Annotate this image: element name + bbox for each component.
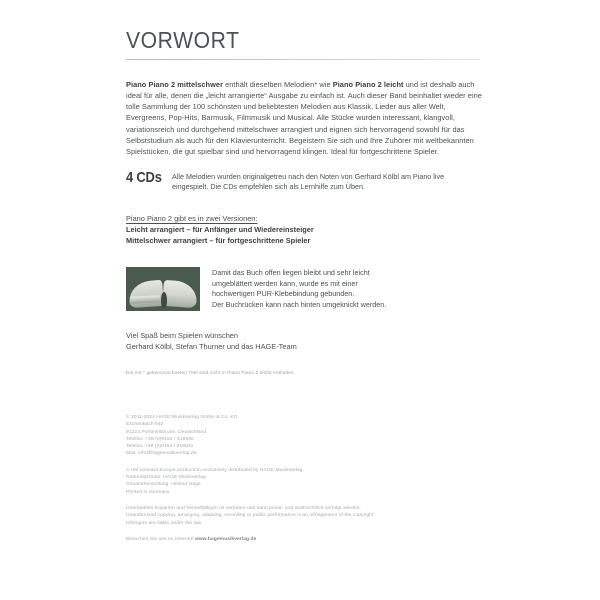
version-item-leicht: Leicht arrangiert – für Anfänger und Wiedereinsteiger <box>126 224 314 234</box>
binding-line-2: umgeblättert werden kann, wurde es mit einer <box>212 278 358 288</box>
footer-production-line-4: Printed in Germany <box>126 489 170 495</box>
footer-legal-line-2: Unauthorized copying, arranging, adapting, recording or public performance is an infringement of the copyright <box>126 513 374 519</box>
footnote: Die mit * gekennzeichneten Titel sind nicht in Piano Piano 2 leicht enthalten. <box>126 370 296 376</box>
signoff-line-2: Gerhard Kölbl, Stefan Thurner und das HAGE-Team <box>126 342 297 352</box>
binding-line-4: Der Buchrücken kann nach hinten umgeknickt werden. <box>212 300 387 309</box>
footer-production-line-2: Notensatz/Satz: HAGE Musikverlag <box>126 475 206 481</box>
cd-description: Alle Melodien wurden originalgetreu nach den Noten von Gerhard Kölbl am Piano live eingespielt. Die CDs empfehlen sich als Lernhilfe zum Üben. <box>172 171 445 192</box>
signoff-line-1: Viel Spaß beim Spielen wünschen <box>126 331 239 341</box>
footer-legal-line-1: Unerlaubtes Kopieren und Vervielfältigen ist verboten und kann privat- und strafrechtlich verfolgt werden. <box>126 505 361 511</box>
footer-publisher-line-6: Mail: info@hagemusikverlag.de <box>126 451 197 457</box>
footer-imprint <box>126 414 506 543</box>
footer-production-line-1: A Hal Leonard Europe production exclusively distributed by HAGE Musikverlag. <box>126 467 304 473</box>
book-spine <box>161 292 167 308</box>
footer-website-group <box>126 536 506 543</box>
intro-bold-product-leicht: Piano Piano 2 leicht <box>332 80 404 90</box>
footer-production-group <box>126 467 506 496</box>
signoff-block <box>126 330 480 352</box>
footer-publisher-line-1: © 2011-2024 HAGE Musikverlag GmbH & Co. KG <box>126 415 238 420</box>
footer-publisher-line-4: Telefon: +49 (0)9154 / 918940 <box>126 436 194 442</box>
footer-website-link[interactable]: www.hagemusikverlag.de <box>195 536 257 542</box>
version-item-mittelschwer: Mittelschwer arrangiert – für fortgeschrittene Spieler <box>126 236 311 246</box>
footer-production-line-3: Gesamtherstellung: Helmut Hage <box>126 482 201 488</box>
book-page-right <box>162 280 198 308</box>
page-title: VORWORT <box>126 27 240 53</box>
intro-bold-product-mittelschwer: Piano Piano 2 mittelschwer <box>126 80 223 90</box>
cd-callout <box>126 168 480 193</box>
title-block <box>126 0 480 60</box>
binding-block <box>126 266 480 311</box>
binding-description <box>212 266 386 310</box>
footer-publisher-line-5: Telefax: +49 (0)9154 / 918941 <box>126 444 194 450</box>
footer-legal-line-3: Infringers are liable under the law. <box>126 520 203 526</box>
intro-text-segment-2: und ist deshalb auch ideal für alle, denen die „leicht arrangierte“ Ausgabe zu einfach ist. Auch dieser Band beinhaltet wieder eine tolle Sammlung der 100 schönsten und beliebtesten Melodien aus Klassik, Lieder aus aller Welt, Evergreens, Pop-Hits, Barmusik, Filmmusik und Musical. Alle Stücke wurden interessant, klangvoll, variationsreich und durchgehend mittelschwer arrangiert und eignen sich hervorragend sowohl für das Selbststudium als auch für den Klavierunterricht. Begeistern Sie sich und Ihre Zuhörer mit weltbekannten Spielstücken, die gut spielbar sind und hervorragend klingen. Ideal für fortgeschrittene Spieler. <box>126 80 482 156</box>
versions-heading: Piano Piano 2 gibt es in zwei Versionen: <box>126 213 258 223</box>
title-divider <box>126 59 480 60</box>
binding-line-3: hochwertigen PUR-Klebebindung gebunden. <box>212 289 355 299</box>
versions-block <box>126 213 480 247</box>
footer-visit-prefix: Besuchen Sie uns im Internet! <box>126 536 196 542</box>
open-book-photo <box>126 267 200 311</box>
footer-publisher-group <box>126 414 506 458</box>
intro-text-segment-1: enthält dieselben Melodien* wie <box>223 80 333 90</box>
footer-legal-group <box>126 505 506 527</box>
cd-count-label: 4 CDs <box>126 168 162 186</box>
footer-publisher-line-2: Eschenbach 542 <box>126 422 164 428</box>
intro-text <box>126 79 482 157</box>
book-page-left <box>128 280 164 308</box>
footer-publisher-line-3: 91224 Pommelsbrunn, Deutschland <box>126 429 207 435</box>
intro-paragraph <box>126 79 482 157</box>
binding-line-1: Damit das Buch offen liegen bleibt und sehr leicht <box>212 268 370 278</box>
